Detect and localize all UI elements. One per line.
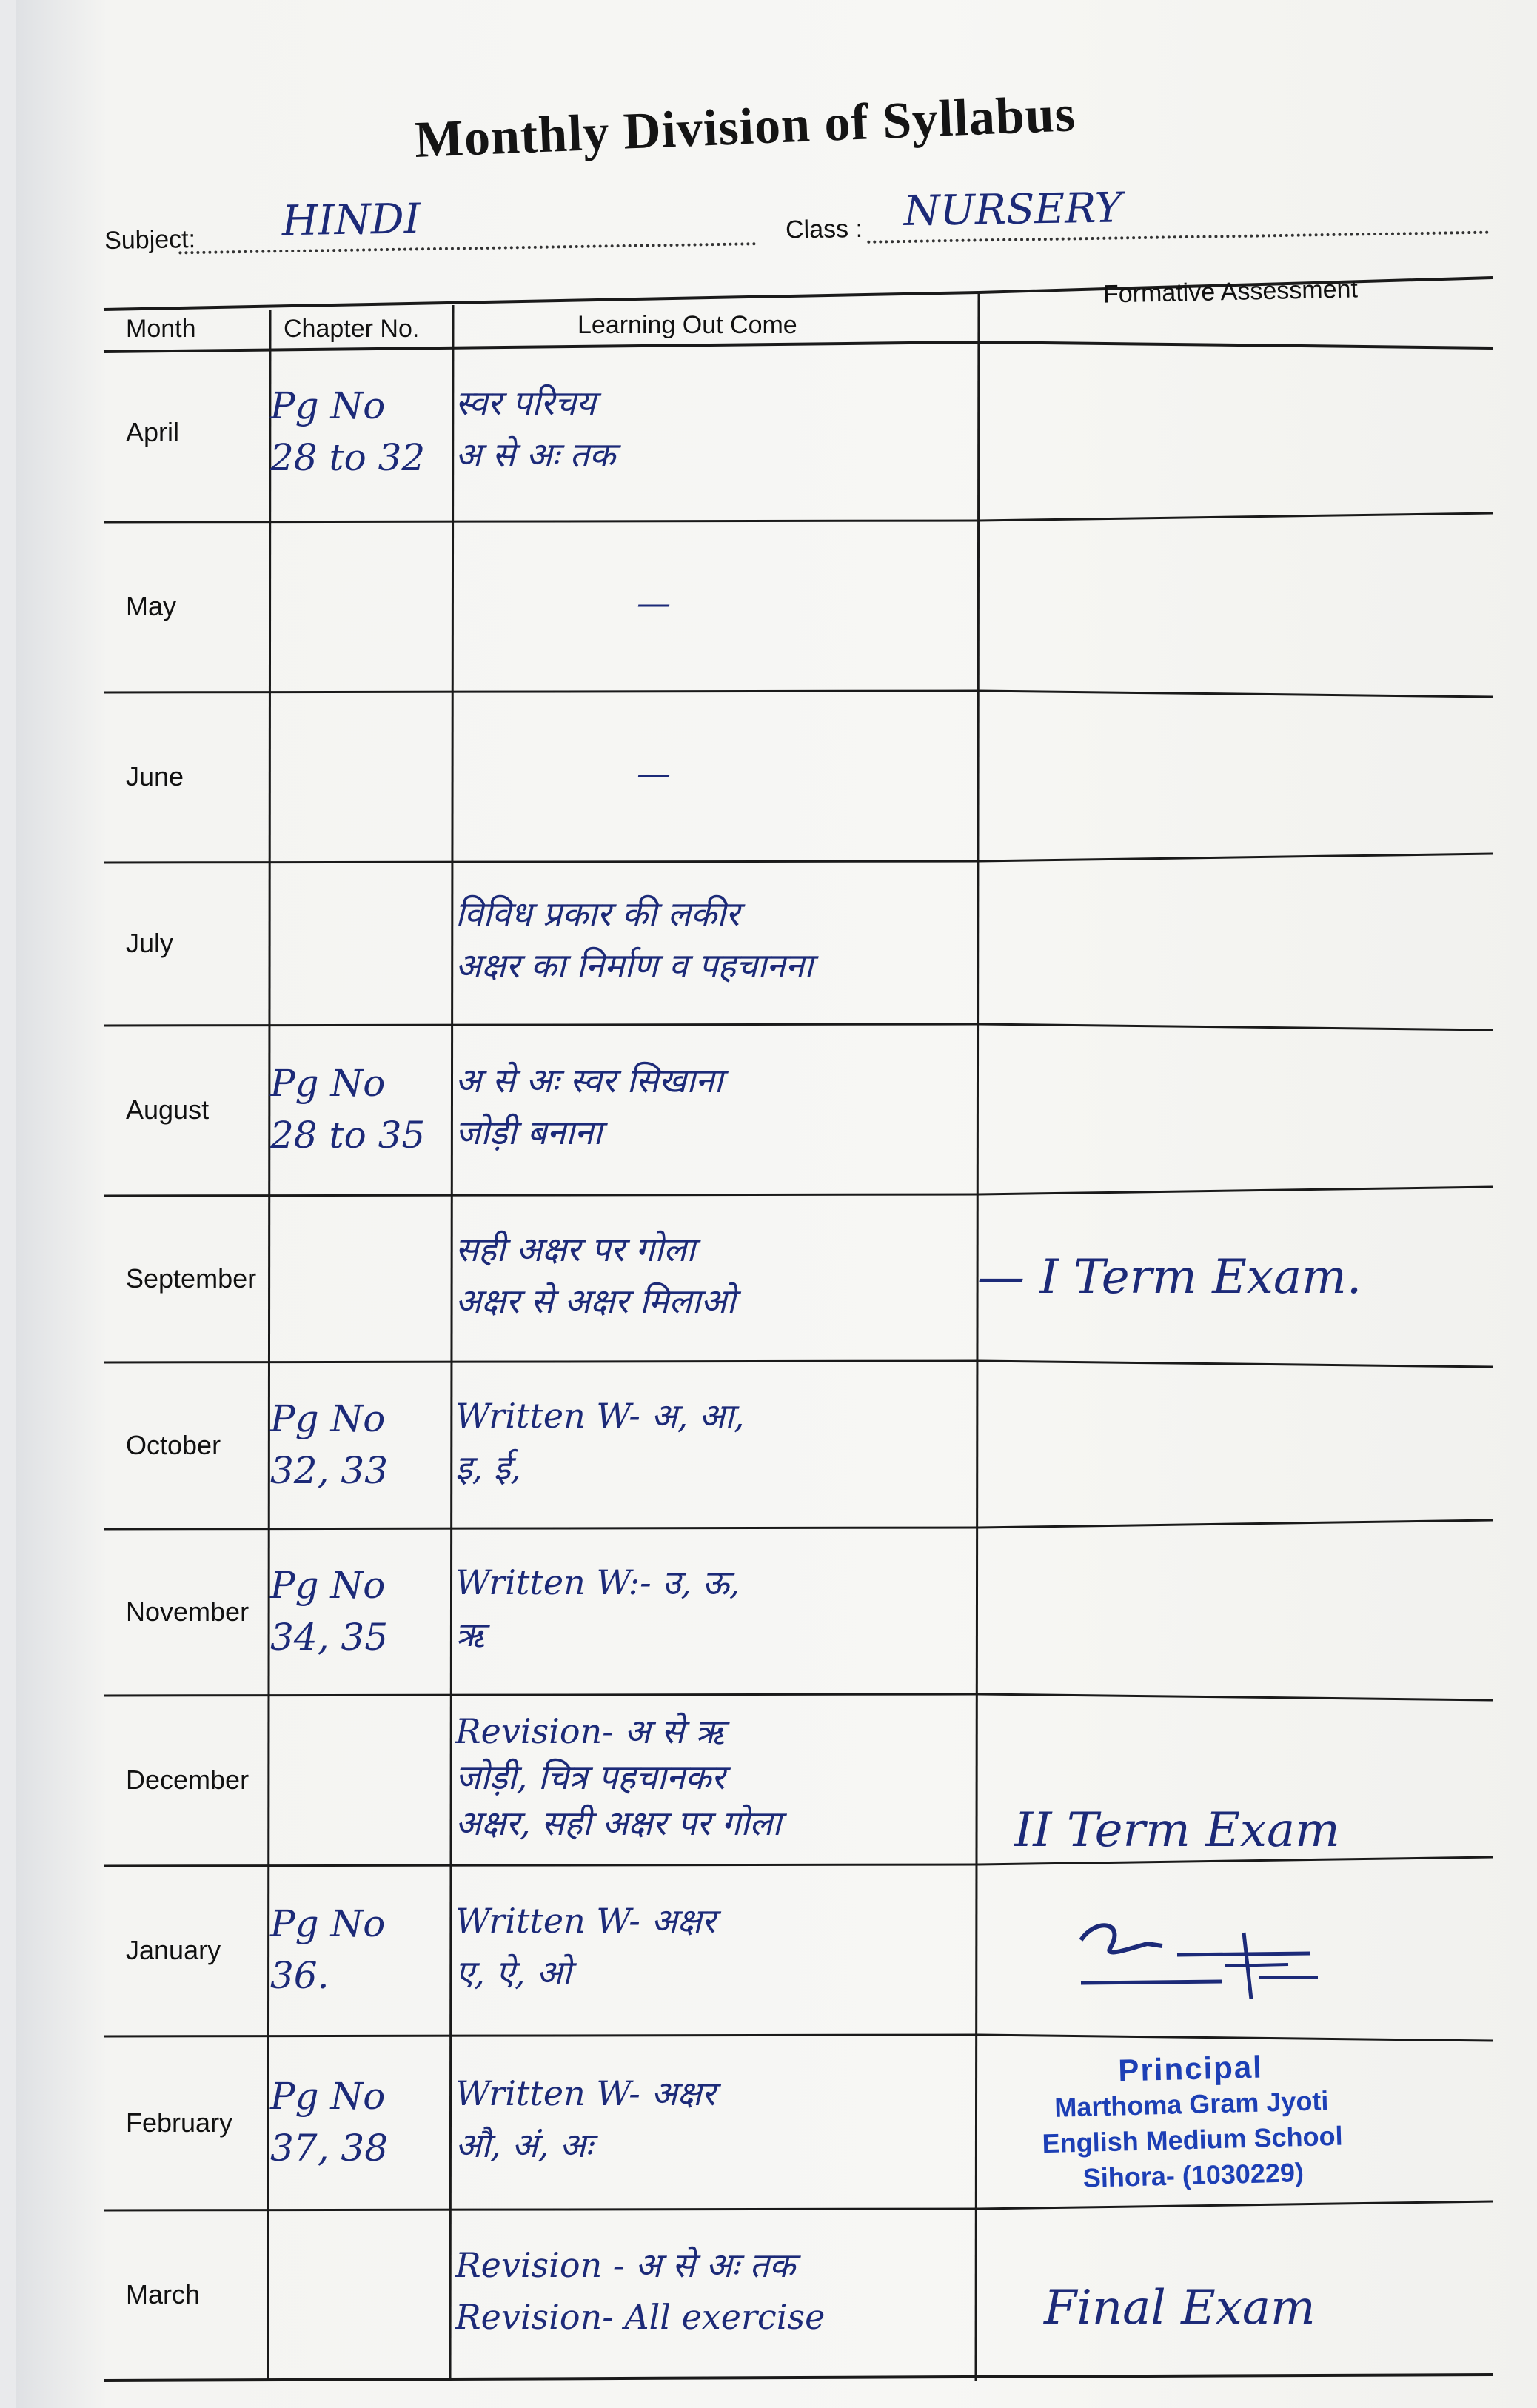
learning-outcome-cell <box>455 1708 988 1846</box>
row-separator <box>104 1864 979 1866</box>
row-separator-assessment <box>979 1024 1493 1030</box>
row-separator-assessment <box>979 2035 1493 2041</box>
class-value: NURSERY <box>903 184 1123 236</box>
stamp-line-2: English Medium School <box>1042 2120 1344 2159</box>
school-stamp <box>1005 2046 1379 2198</box>
chapter-cell <box>270 1559 452 1663</box>
row-separator <box>104 2035 979 2036</box>
chapter-line: Pg No <box>270 384 386 427</box>
chapter-line: Pg No <box>270 1397 386 1440</box>
learning-outcome-line: ए, ऐ, ओ <box>455 1953 572 1993</box>
chapter-line: Pg No <box>270 2074 386 2118</box>
row-separator <box>104 521 979 522</box>
row-separator <box>104 2209 979 2210</box>
chapter-line: 34, 35 <box>270 1615 389 1659</box>
row-separator-assessment <box>979 1187 1493 1194</box>
subject-value: HINDI <box>281 195 421 246</box>
chapter-cell <box>270 1393 452 1496</box>
row-separator <box>104 691 979 692</box>
assessment-cell: Final Exam <box>1044 2281 1316 2335</box>
row-separator <box>104 861 979 863</box>
learning-outcome-line: ऋ <box>455 1613 485 1654</box>
learning-outcome-cell <box>455 1223 988 1327</box>
learning-outcome-line: Revision- All exercise <box>455 2297 826 2337</box>
learning-outcome-line: सही अक्षर पर गोला <box>455 1228 696 1269</box>
learning-outcome-line: स्वर परिचय <box>455 383 596 423</box>
learning-outcome-line: Revision - अ से अः तक <box>455 2245 796 2285</box>
assessment-cell: — I Term Exam. <box>977 1249 1362 1305</box>
learning-outcome-cell <box>455 1054 988 1158</box>
learning-outcome-line: Written W:- उ, ऊ, <box>455 1562 740 1602</box>
learning-outcome-line: अक्षर, सही अक्षर पर गोला <box>455 1803 782 1843</box>
header-top-line <box>104 292 979 310</box>
chapter-cell <box>270 380 452 484</box>
assessment-cell: II Term Exam <box>1014 1803 1340 1858</box>
row-separator-assessment <box>979 691 1493 697</box>
page-title: Monthly Division of Syllabus <box>413 85 1077 169</box>
chapter-line: 28 to 35 <box>270 1114 426 1157</box>
row-separator-assessment <box>979 1361 1493 1367</box>
learning-outcome-line: विविध प्रकार की लकीर <box>455 894 740 934</box>
learning-outcome-line: जोड़ी बनाना <box>455 1112 603 1152</box>
principal-signature <box>1066 1896 1333 1999</box>
stamp-title: Principal <box>1117 2049 1264 2088</box>
header-learning: Learning Out Come <box>577 311 797 339</box>
month-cell: March <box>126 2279 201 2310</box>
chapter-cell <box>270 1057 452 1161</box>
chapter-line: 37, 38 <box>270 2126 389 2170</box>
row-separator-assessment <box>979 1520 1493 1528</box>
assessment-header-bottom-line <box>979 342 1493 348</box>
header-chapter: Chapter No. <box>284 315 420 343</box>
learning-outcome-line: अक्षर का निर्माण व पहचानना <box>455 946 814 986</box>
learning-outcome-line: Written W- अक्षर <box>455 2073 716 2113</box>
chapter-line: 28 to 32 <box>270 436 426 479</box>
learning-outcome-line: Written W- अ, आ, <box>455 1395 745 1436</box>
class-label: Class : <box>785 214 863 244</box>
month-cell: April <box>126 417 180 447</box>
month-cell: July <box>126 928 174 958</box>
row-separator-assessment <box>979 1857 1493 1864</box>
learning-outcome-cell <box>455 377 988 481</box>
learning-outcome-cell <box>455 1556 988 1660</box>
month-cell: February <box>126 2107 233 2138</box>
learning-outcome-line: जोड़ी, चित्र पहचानकर <box>455 1757 726 1797</box>
learning-outcome-cell <box>455 2239 988 2343</box>
learning-outcome-line: अ से अः तक <box>455 435 616 475</box>
month-cell: January <box>126 1935 221 1965</box>
chapter-line: Pg No <box>270 1902 386 1945</box>
learning-outcome-cell <box>455 2067 988 2171</box>
subject-label: Subject: <box>104 225 196 255</box>
month-cell: June <box>126 761 184 792</box>
row-separator <box>104 1361 979 1362</box>
learning-outcome-line: औ, अं, अः <box>455 2124 593 2165</box>
learning-outcome-line: इ, ई, <box>455 1447 522 1488</box>
row-separator <box>104 1528 979 1529</box>
month-cell: August <box>126 1094 210 1125</box>
learning-outcome-cell <box>455 888 988 991</box>
header-bottom-line <box>104 342 979 352</box>
learning-outcome-cell <box>637 577 785 629</box>
stamp-line-3: Sihora- (1030229) <box>1082 2157 1305 2193</box>
table-bottom-line <box>104 2375 1493 2381</box>
learning-outcome-cell <box>637 747 785 799</box>
learning-outcome-line: अक्षर से अक्षर मिलाओ <box>455 1280 736 1321</box>
row-separator-assessment <box>979 2201 1493 2209</box>
learning-outcome-line: — <box>637 583 671 623</box>
chapter-line: 32, 33 <box>270 1448 389 1492</box>
learning-outcome-line: Revision- अ से ऋ <box>455 1711 725 1751</box>
learning-outcome-cell <box>455 1390 988 1494</box>
month-cell: May <box>126 591 177 621</box>
header-month: Month <box>126 315 196 343</box>
month-cell: September <box>126 1262 257 1294</box>
chapter-line: 36. <box>270 1954 329 1997</box>
learning-outcome-line: — <box>637 753 671 793</box>
chapter-line: Pg No <box>270 1563 386 1607</box>
chapter-cell <box>270 1898 452 2001</box>
month-cell: October <box>126 1429 221 1460</box>
month-cell: December <box>126 1765 250 1795</box>
row-separator <box>104 1194 979 1196</box>
row-separator-assessment <box>979 513 1493 521</box>
month-cell: November <box>126 1596 250 1627</box>
learning-outcome-line: अ से अः स्वर सिखाना <box>455 1060 723 1100</box>
chapter-cell <box>270 2070 452 2174</box>
chapter-line: Pg No <box>270 1062 386 1105</box>
row-separator <box>104 1694 979 1696</box>
row-separator <box>104 1024 979 1026</box>
stamp-line-1: Marthoma Gram Jyoti <box>1054 2085 1329 2123</box>
header-assessment: Formative Assessment <box>1102 275 1359 309</box>
row-separator-assessment <box>979 854 1493 861</box>
learning-outcome-line: Written W- अक्षर <box>455 1901 716 1941</box>
learning-outcome-cell <box>455 1895 988 1999</box>
row-separator-assessment <box>979 1694 1493 1700</box>
